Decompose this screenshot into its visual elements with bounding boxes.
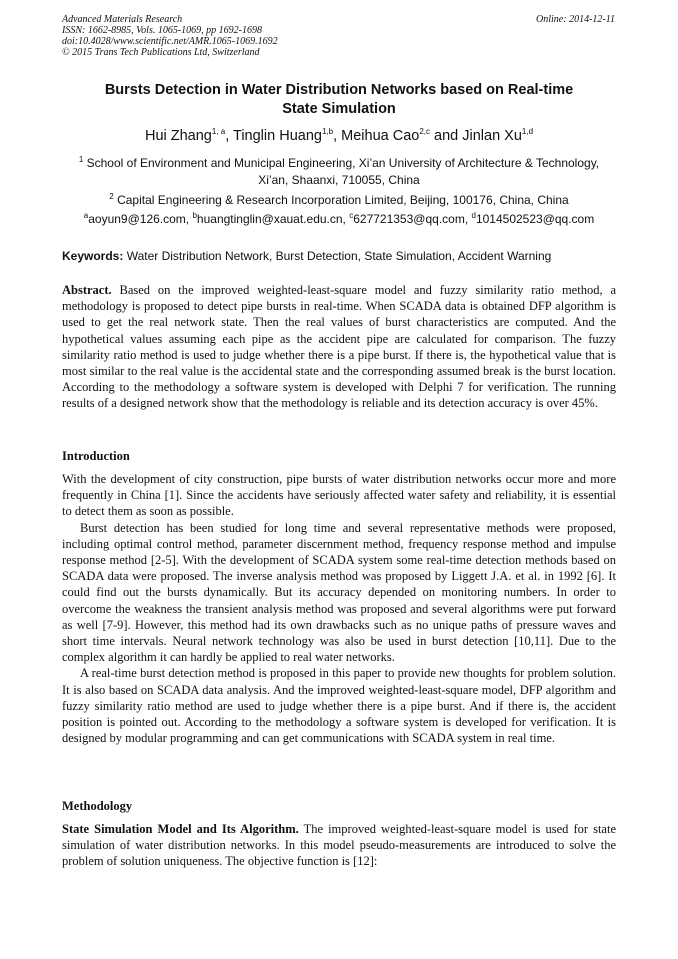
affiliation-line: Capital Engineering & Research Incorporation Limited, Beijing, 100176, China, China (113, 193, 569, 207)
affiliation-2 (62, 192, 616, 209)
doi-line: doi:10.4028/www.scientific.net/AMR.1065-1069.1692 (62, 36, 278, 47)
author-and: and (430, 128, 463, 144)
author-sup: 1,d (521, 127, 534, 137)
methodology-body (62, 821, 616, 870)
author-name: Hui Zhang (144, 128, 212, 144)
methodology-heading: Methodology (62, 799, 133, 813)
email-sup: d (471, 211, 476, 220)
copyright-line: © 2015 Trans Tech Publications Ltd, Switzerland (62, 47, 260, 58)
subsection-label: State Simulation Model and Its Algorithm. (62, 822, 299, 836)
title-line-2: State Simulation (282, 101, 396, 117)
author-list (62, 128, 616, 144)
affiliation-line: School of Environment and Municipal Engineering, Xi’an University of Architecture & Technology, (83, 156, 600, 170)
email-address: 1014502523@qq.com (475, 212, 595, 226)
author-sup: 1, a (211, 127, 226, 137)
email-list: $^a$aoyun9@126.com, $^b$huangtinglin@xauat.edu.cn, $^c$627721353@qq.com, $^d$1014502523@qq.com (83, 211, 595, 226)
intro-paragraph: With the development of city construction, pipe bursts of water distribution networks occur more and more frequently in China [1]. Since the accidents have seriously affected water safety and reliability, it is essential to detect them as soon as possible. (62, 472, 616, 519)
email-sup: a (83, 211, 89, 220)
email-sup: b (192, 211, 197, 220)
online-date: Online: 2014-12-11 (536, 14, 615, 25)
paper-title (62, 81, 616, 119)
intro-paragraph: Burst detection has been studied for long time and several representative methods were proposed, including optimal control method, parameter discernment method, frequency response method and impulse response method [2-5]. With the development of SCADA system some real-time detection methods based on SCADA data were proposed. The inverse analysis method was proposed by Liggett J.A. et al. in 1992 [6]. It could find out the bursts dynamically. But its accuracy depended on monitoring numbers. In order to overcome the weakness the transient analysis method was proposed and several algorithms were put forward as well [7-9]. However, this method had its own drawbacks such as no unique paths of pressure waves and short time intervals. Neural network technology was also be used in burst detection [10,11]. Due to the complex algorithm it can hardly be applied to real water networks. (62, 520, 616, 665)
keywords-label: Keywords: (62, 249, 124, 263)
author-separator: , (333, 128, 342, 144)
author-sup: 2,c (419, 127, 430, 137)
journal-header (62, 14, 278, 58)
affiliation-sup: 1 (78, 155, 84, 164)
abstract-text: Based on the improved weighted-least-square model and fuzzy similarity ratio method, a methodology is proposed to detect pipe bursts in real-time. When SCADA data is obtained DFP algorithm is used to get the real network state. Then the real values of burst characteristics are computed. And the hypothetical values assuming each pipe as the accident pipe are calculated for comparison. The fuzzy similarity ratio method is used to judge whether there is a pipe burst. If there is, the hypothetical value that is most similar to the real value is the accidental state and the corresponding assumed break is the burst location. According to the methodology a software system is developed with Delphi 7 for verification. The running results of a designed network show that the methodology is reliable and its detection accuracy is over 45%. (62, 283, 616, 411)
affiliation-sup: 2 (109, 192, 114, 201)
methodology-text: The improved weighted-least-square model is used for state simulation of water distribution networks. In this model pseudo-measurements are introduced to solve the problem of solution uniqueness. The objective function is [12]: (62, 822, 616, 869)
issn-line: ISSN: 1662-8985, Vols. 1065-1069, pp 1692-1698 (62, 25, 262, 36)
title-line-1: Bursts Detection in Water Distribution Networks based on Real-time (104, 82, 574, 98)
author-name: Jinlan Xu (462, 128, 522, 144)
author-name: Tinglin Huang (233, 128, 322, 144)
intro-body (62, 471, 616, 746)
abstract-label: Abstract. (62, 283, 112, 297)
intro-heading: Introduction (62, 449, 130, 463)
keywords (62, 249, 616, 263)
keywords-text: Water Distribution Network, Burst Detection, State Simulation, Accident Warning (123, 249, 552, 263)
affiliation-line: Xi’an, Shaanxi, 710055, China (258, 173, 420, 187)
email-address: 627721353@qq.com (353, 212, 465, 226)
email-address: huangtinglin@xauat.edu.cn (196, 212, 343, 226)
email-sup: c (349, 211, 354, 220)
author-sup: 1,b (321, 127, 334, 137)
affiliation-1 (62, 155, 616, 189)
journal-name: Advanced Materials Research (62, 14, 183, 25)
author-name: Meihua Cao (341, 128, 420, 144)
intro-paragraph: A real-time burst detection method is proposed in this paper to provide new thoughts for problem solution. It is also based on SCADA data analysis. And the improved weighted-least-square model, DFP algorithm and fuzzy similarity ratio method are used to judge whether there is a pipe burst. And if there is, the accident position is pointed out. According to the methodology a software system is developed for verification. It is designed by modular programming and can get communications with SCADA system in real time. (62, 666, 616, 746)
email-address: aoyun9@126.com (88, 212, 186, 226)
abstract (62, 282, 616, 412)
author-separator: , (225, 128, 234, 144)
